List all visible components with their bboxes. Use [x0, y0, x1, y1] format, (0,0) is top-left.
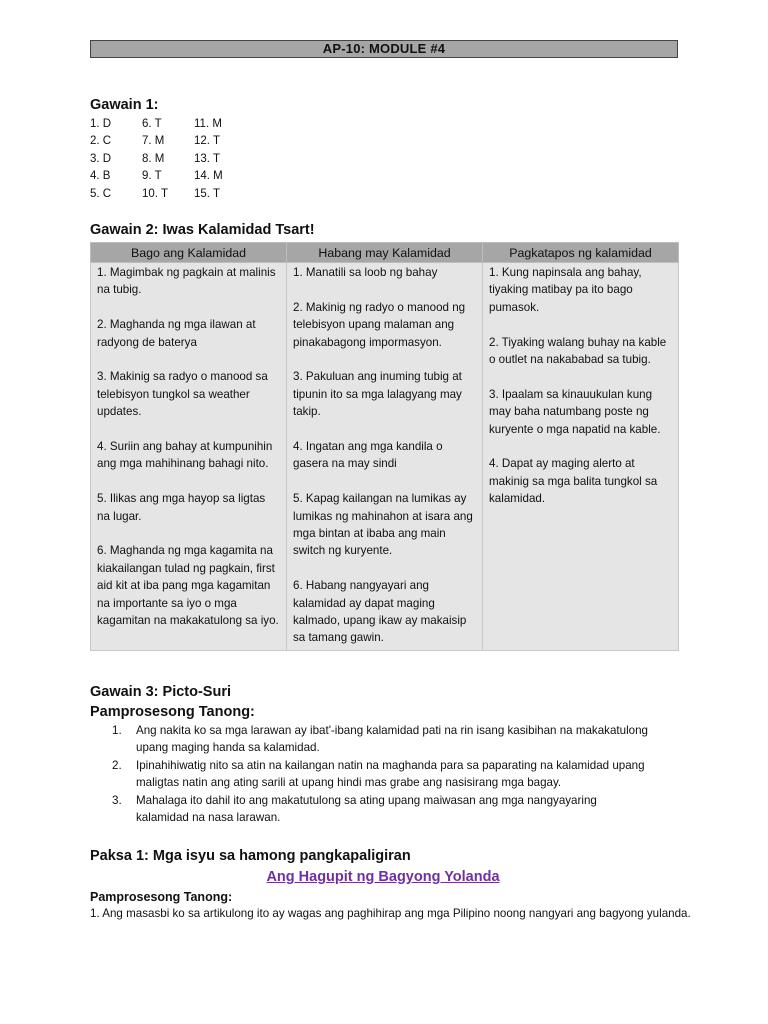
item-number: 2.: [112, 758, 122, 772]
chart-body-row: [91, 263, 679, 651]
list-item: [90, 757, 650, 792]
answer-item: 2. C: [90, 135, 112, 148]
answer-item: 8. M: [142, 152, 165, 165]
answer-item: 1. D: [90, 118, 112, 130]
answer-item: 9. T: [142, 170, 162, 183]
gawain3-subheading: Pamprosesong Tanong:: [90, 704, 255, 720]
answer-item: 6. T: [142, 118, 162, 130]
list-item: 1. Manatili sa loob ng bahay: [293, 266, 438, 279]
chart-header-row: [91, 243, 679, 263]
gawain2-heading: Gawain 2: Iwas Kalamidad Tsart!: [90, 222, 315, 238]
list-item: 3. Ipaalam sa kinauukulan kung may baha natumbang poste ng kuryente o mga napatid na kable.: [489, 387, 661, 436]
answer-item: 12. T: [194, 135, 220, 148]
list-item: 1. Kung napinsala ang bahay, tiyaking matibay pa ito bago pumasok.: [489, 266, 642, 314]
paksa1-answer: 1. Ang masasbi ko sa artikulong ito ay wagas ang paghihirap ang mga Pilipino noong nangyari ang bagyong yulanda.: [90, 907, 691, 920]
answer-item: 15. T: [194, 187, 220, 200]
paksa1-heading: Paksa 1: Mga isyu sa hamong pangkapaligiran: [90, 848, 411, 864]
gawain1-answer-key: [90, 116, 290, 203]
answer-item: 5. C: [90, 187, 112, 200]
list-item: [90, 722, 650, 757]
answer-item: 3. D: [90, 152, 112, 165]
answer-row: [90, 186, 290, 203]
item-text: Mahalaga ito dahil ito ang makatutulong sa ating upang maiwasan ang mga nangyayaring kalamidad na nasa larawan.: [136, 793, 597, 825]
gawain1-heading: Gawain 1:: [90, 97, 159, 113]
list-item: [90, 792, 650, 827]
gawain3-heading: Gawain 3: Picto-Suri: [90, 684, 231, 700]
list-item: 4. Dapat ay maging alerto at makinig sa mga balita tungkol sa kalamidad.: [489, 457, 658, 506]
answer-row: [90, 168, 290, 185]
article-title-link[interactable]: Ang Hagupit ng Bagyong Yolanda: [266, 869, 500, 885]
answer-row: [90, 151, 290, 168]
iwas-kalamidad-chart: [90, 242, 679, 651]
answer-row: [90, 116, 290, 133]
list-item: 6. Maghanda ng mga kagamita na kiakailangan tulad ng pagkain, first aid kit at iba pang mga kagamitan na importante sa iyo o mga kagamitan na makakatulong sa iyo.: [97, 544, 279, 628]
list-item: 3. Pakuluan ang inuming tubig at tipunin ito sa mga lalagyang may takip.: [293, 370, 462, 419]
list-item: 6. Habang nangyayari ang kalamidad ay dapat maging kalmado, upang ikaw ay makaisip sa tamang gawin.: [293, 579, 467, 645]
list-item: 5. Ilikas ang mga hayop sa ligtas na lugar.: [97, 492, 266, 523]
item-number: 3.: [112, 793, 122, 807]
module-title-bar: AP-10: MODULE #4: [90, 40, 678, 58]
paksa1-subheading: Pamprosesong Tanong:: [90, 890, 233, 904]
list-item: 4. Ingatan ang mga kandila o gasera na may sindi: [293, 440, 443, 471]
column-header-habang: Habang may Kalamidad: [287, 243, 483, 263]
answer-item: 11. M: [194, 118, 222, 130]
picto-suri-answers: [90, 722, 650, 826]
answer-item: 10. T: [142, 187, 168, 200]
answer-item: 13. T: [194, 152, 220, 165]
answer-item: 7. M: [142, 135, 165, 148]
list-item: 3. Makinig sa radyo o manood sa telebisyon tungkol sa weather updates.: [97, 370, 268, 419]
cell-pagkatapos: [483, 263, 679, 651]
list-item: 2. Tiyaking walang buhay na kable o outlet na nakababad sa tubig.: [489, 335, 667, 367]
list-item: 2. Makinig ng radyo o manood ng telebisyon upang malaman ang pinakabagong impormasyon.: [293, 300, 466, 349]
answer-row: [90, 133, 290, 150]
answer-item: 14. M: [194, 170, 223, 183]
cell-bago: [91, 263, 287, 651]
item-text: Ang nakita ko sa mga larawan ay ibat'-ibang kalamidad pati na rin isang kasibihan na makakatulong upang maging handa sa kalamidad.: [136, 724, 649, 755]
list-item: 5. Kapag kailangan na lumikas ay lumikas ng mahinahon at isara ang mga bintan at ibaba ang main switch ng kuryente.: [293, 492, 473, 558]
column-header-bago: Bago ang Kalamidad: [91, 243, 287, 263]
list-item: 1. Magimbak ng pagkain at malinis na tubig.: [97, 266, 276, 297]
item-number: 1.: [112, 724, 122, 737]
list-item: 2. Maghanda ng mga ilawan at radyong de baterya: [97, 318, 256, 349]
item-text: Ipinahihiwatig nito sa atin na kailangan natin na maghanda para sa paparating na kalamidad upang maligtas natin ang ating sarili at upang hindi mas grabe ang nasisirang mga bagay.: [136, 758, 645, 790]
answer-item: 4. B: [90, 170, 111, 183]
cell-habang: [287, 263, 483, 651]
list-item: 4. Suriin ang bahay at kumpunihin ang mga mahihinang bahagi nito.: [97, 440, 273, 471]
column-header-pagkatapos: Pagkatapos ng kalamidad: [483, 243, 679, 263]
